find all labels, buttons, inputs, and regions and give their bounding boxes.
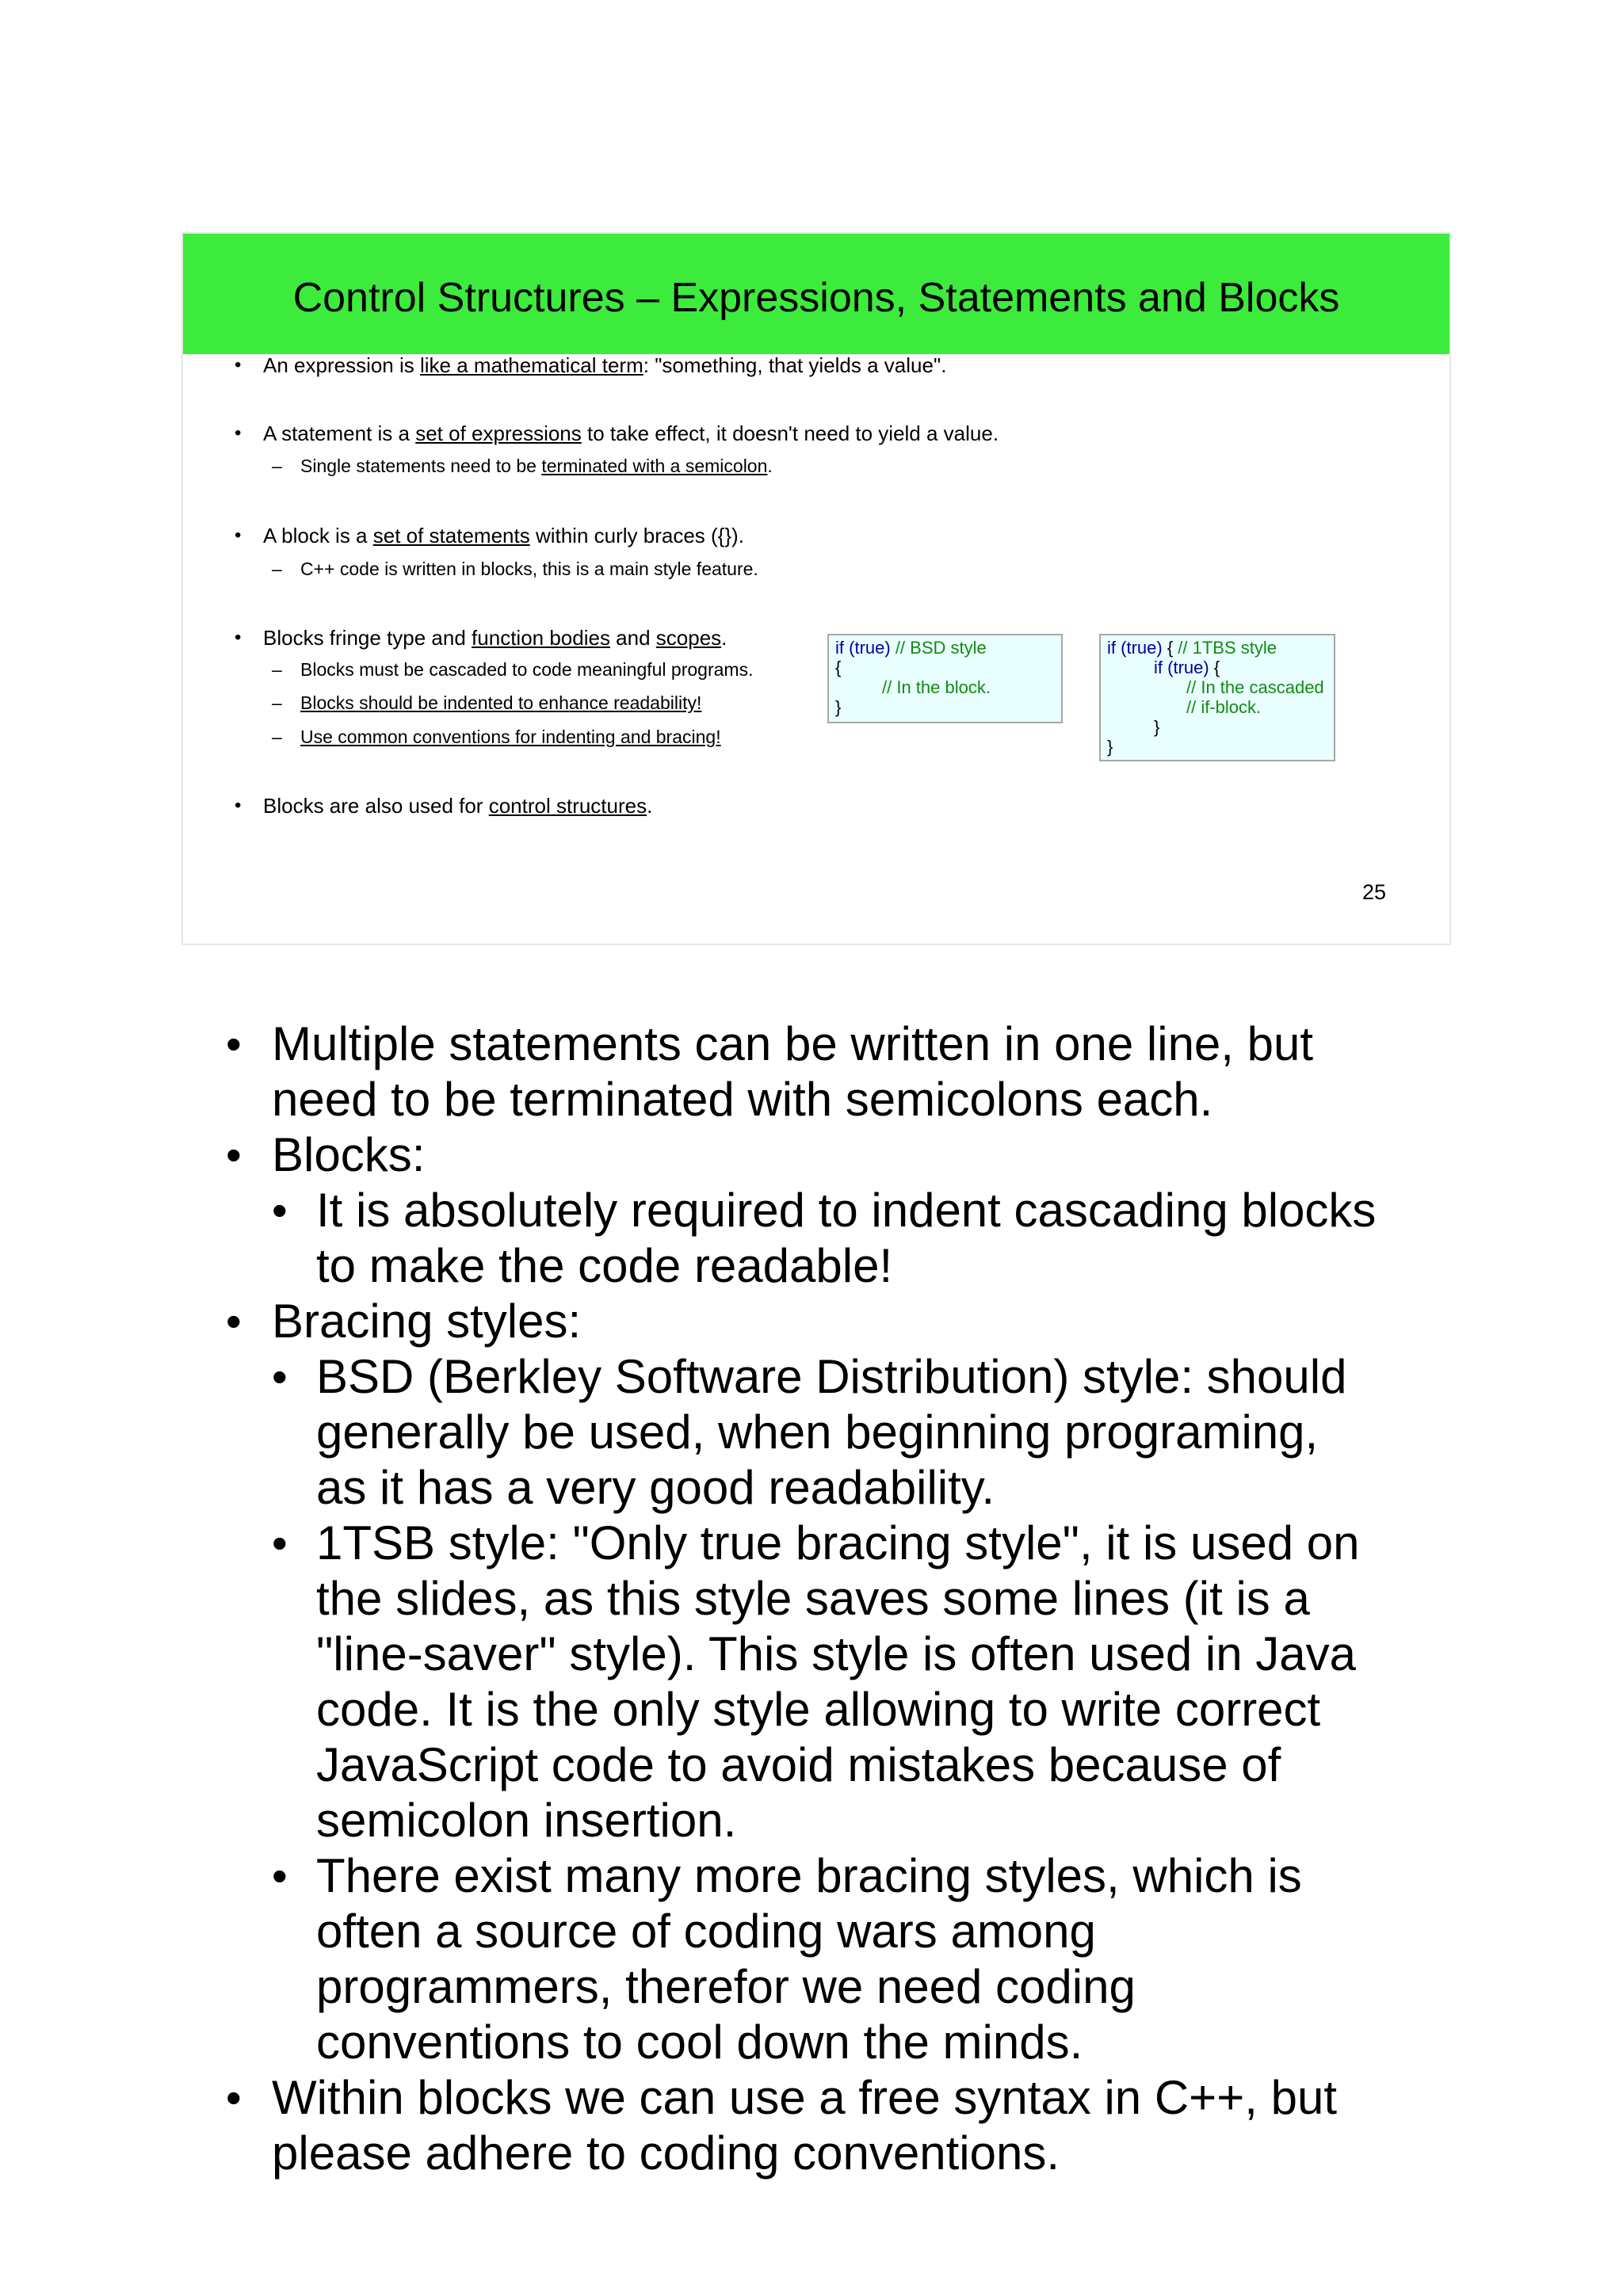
notes-line: to make the code readable! bbox=[316, 1239, 893, 1292]
bsd-code-box: if (true) // BSD style { // In the block. } bbox=[827, 634, 1063, 723]
notes-line: Blocks: bbox=[272, 1128, 426, 1181]
notes-line: generally be used, when beginning programing, bbox=[316, 1405, 1319, 1459]
bullet-control-structures: • Blocks are also used for control structures. bbox=[235, 794, 653, 818]
notes-line: 1TSB style: "Only true bracing style", it is used on bbox=[316, 1516, 1360, 1569]
slide-page-number: 25 bbox=[1362, 880, 1387, 904]
slide bbox=[181, 232, 1451, 945]
bullet-block: • A block is a set of statements within curly braces ({}). bbox=[235, 524, 744, 547]
notes-subbullet-dot: • bbox=[272, 1352, 288, 1402]
notes-line: JavaScript code to avoid mistakes because of bbox=[316, 1738, 1281, 1791]
notes-bullet-dot: • bbox=[226, 2073, 242, 2122]
bullet-dot: • bbox=[235, 354, 242, 376]
notes-line: the slides, as this style saves some lines (it is a bbox=[316, 1572, 1310, 1625]
notes-subbullet-dot: • bbox=[272, 1851, 288, 1901]
sub-bullet-indented: – Blocks should be indented to enhance readability! bbox=[272, 692, 702, 713]
notes-subbullet-dot: • bbox=[272, 1518, 288, 1568]
bullet-dot: • bbox=[235, 795, 242, 816]
slide-title: Control Structures – Expressions, Statements and Blocks bbox=[292, 275, 1340, 321]
bullet-statement: • A statement is a set of expressions to take effect, it doesn't need to yield a value. bbox=[235, 421, 999, 445]
notes-line: please adhere to coding conventions. bbox=[272, 2126, 1060, 2180]
bullet-dot: • bbox=[235, 422, 242, 444]
notes-line: programmers, therefor we need coding bbox=[316, 1960, 1136, 2013]
notes-line: semicolon insertion. bbox=[316, 1794, 737, 1847]
bullet-dot: • bbox=[235, 524, 242, 546]
notes-line: often a source of coding wars among bbox=[316, 1905, 1096, 1958]
notes-line: "line-saver" style). This style is often used in Java bbox=[316, 1627, 1357, 1680]
sub-bullet-cascaded: – Blocks must be cascaded to code meaningful programs. bbox=[272, 659, 754, 680]
notes-line: Within blocks we can use a free syntax in C++, but bbox=[272, 2071, 1337, 2124]
notes-line: Multiple statements can be written in one line, but bbox=[272, 1017, 1314, 1070]
notes-line: conventions to cool down the minds. bbox=[316, 2016, 1083, 2069]
notes-line: need to be terminated with semicolons each. bbox=[272, 1073, 1213, 1126]
notes-line: There exist many more bracing styles, which is bbox=[316, 1849, 1302, 1902]
notes-bullet-dot: • bbox=[226, 1019, 242, 1069]
notes-line: as it has a very good readability. bbox=[316, 1461, 995, 1514]
notes-line: BSD (Berkley Software Distribution) style: should bbox=[316, 1350, 1347, 1403]
tbs-code-box: if (true) { // 1TBS style if (true) { // In the cascaded // if-block. } } bbox=[1099, 634, 1335, 761]
notes-line: It is absolutely required to indent cascading blocks bbox=[316, 1184, 1377, 1237]
notes-line: Bracing styles: bbox=[272, 1295, 582, 1348]
slide-header bbox=[183, 234, 1449, 354]
notes-bullet-dot: • bbox=[226, 1296, 242, 1346]
sub-bullet-cpp-blocks: – C++ code is written in blocks, this is a main style feature. bbox=[272, 559, 758, 579]
sub-bullet-conventions: – Use common conventions for indenting and bracing! bbox=[272, 727, 721, 747]
bullet-expression: • An expression is like a mathematical term: "something, that yields a value". bbox=[235, 353, 947, 377]
notes-line: code. It is the only style allowing to write correct bbox=[316, 1683, 1321, 1736]
sub-bullet-semicolon: – Single statements need to be terminated with a semicolon. bbox=[272, 456, 773, 476]
bullet-dot: • bbox=[235, 627, 242, 648]
bullet-blocks-fringe: • Blocks fringe type and function bodies and scopes. bbox=[235, 626, 727, 650]
notes-bullet-dot: • bbox=[226, 1130, 242, 1180]
notes-subbullet-dot: • bbox=[272, 1185, 288, 1235]
